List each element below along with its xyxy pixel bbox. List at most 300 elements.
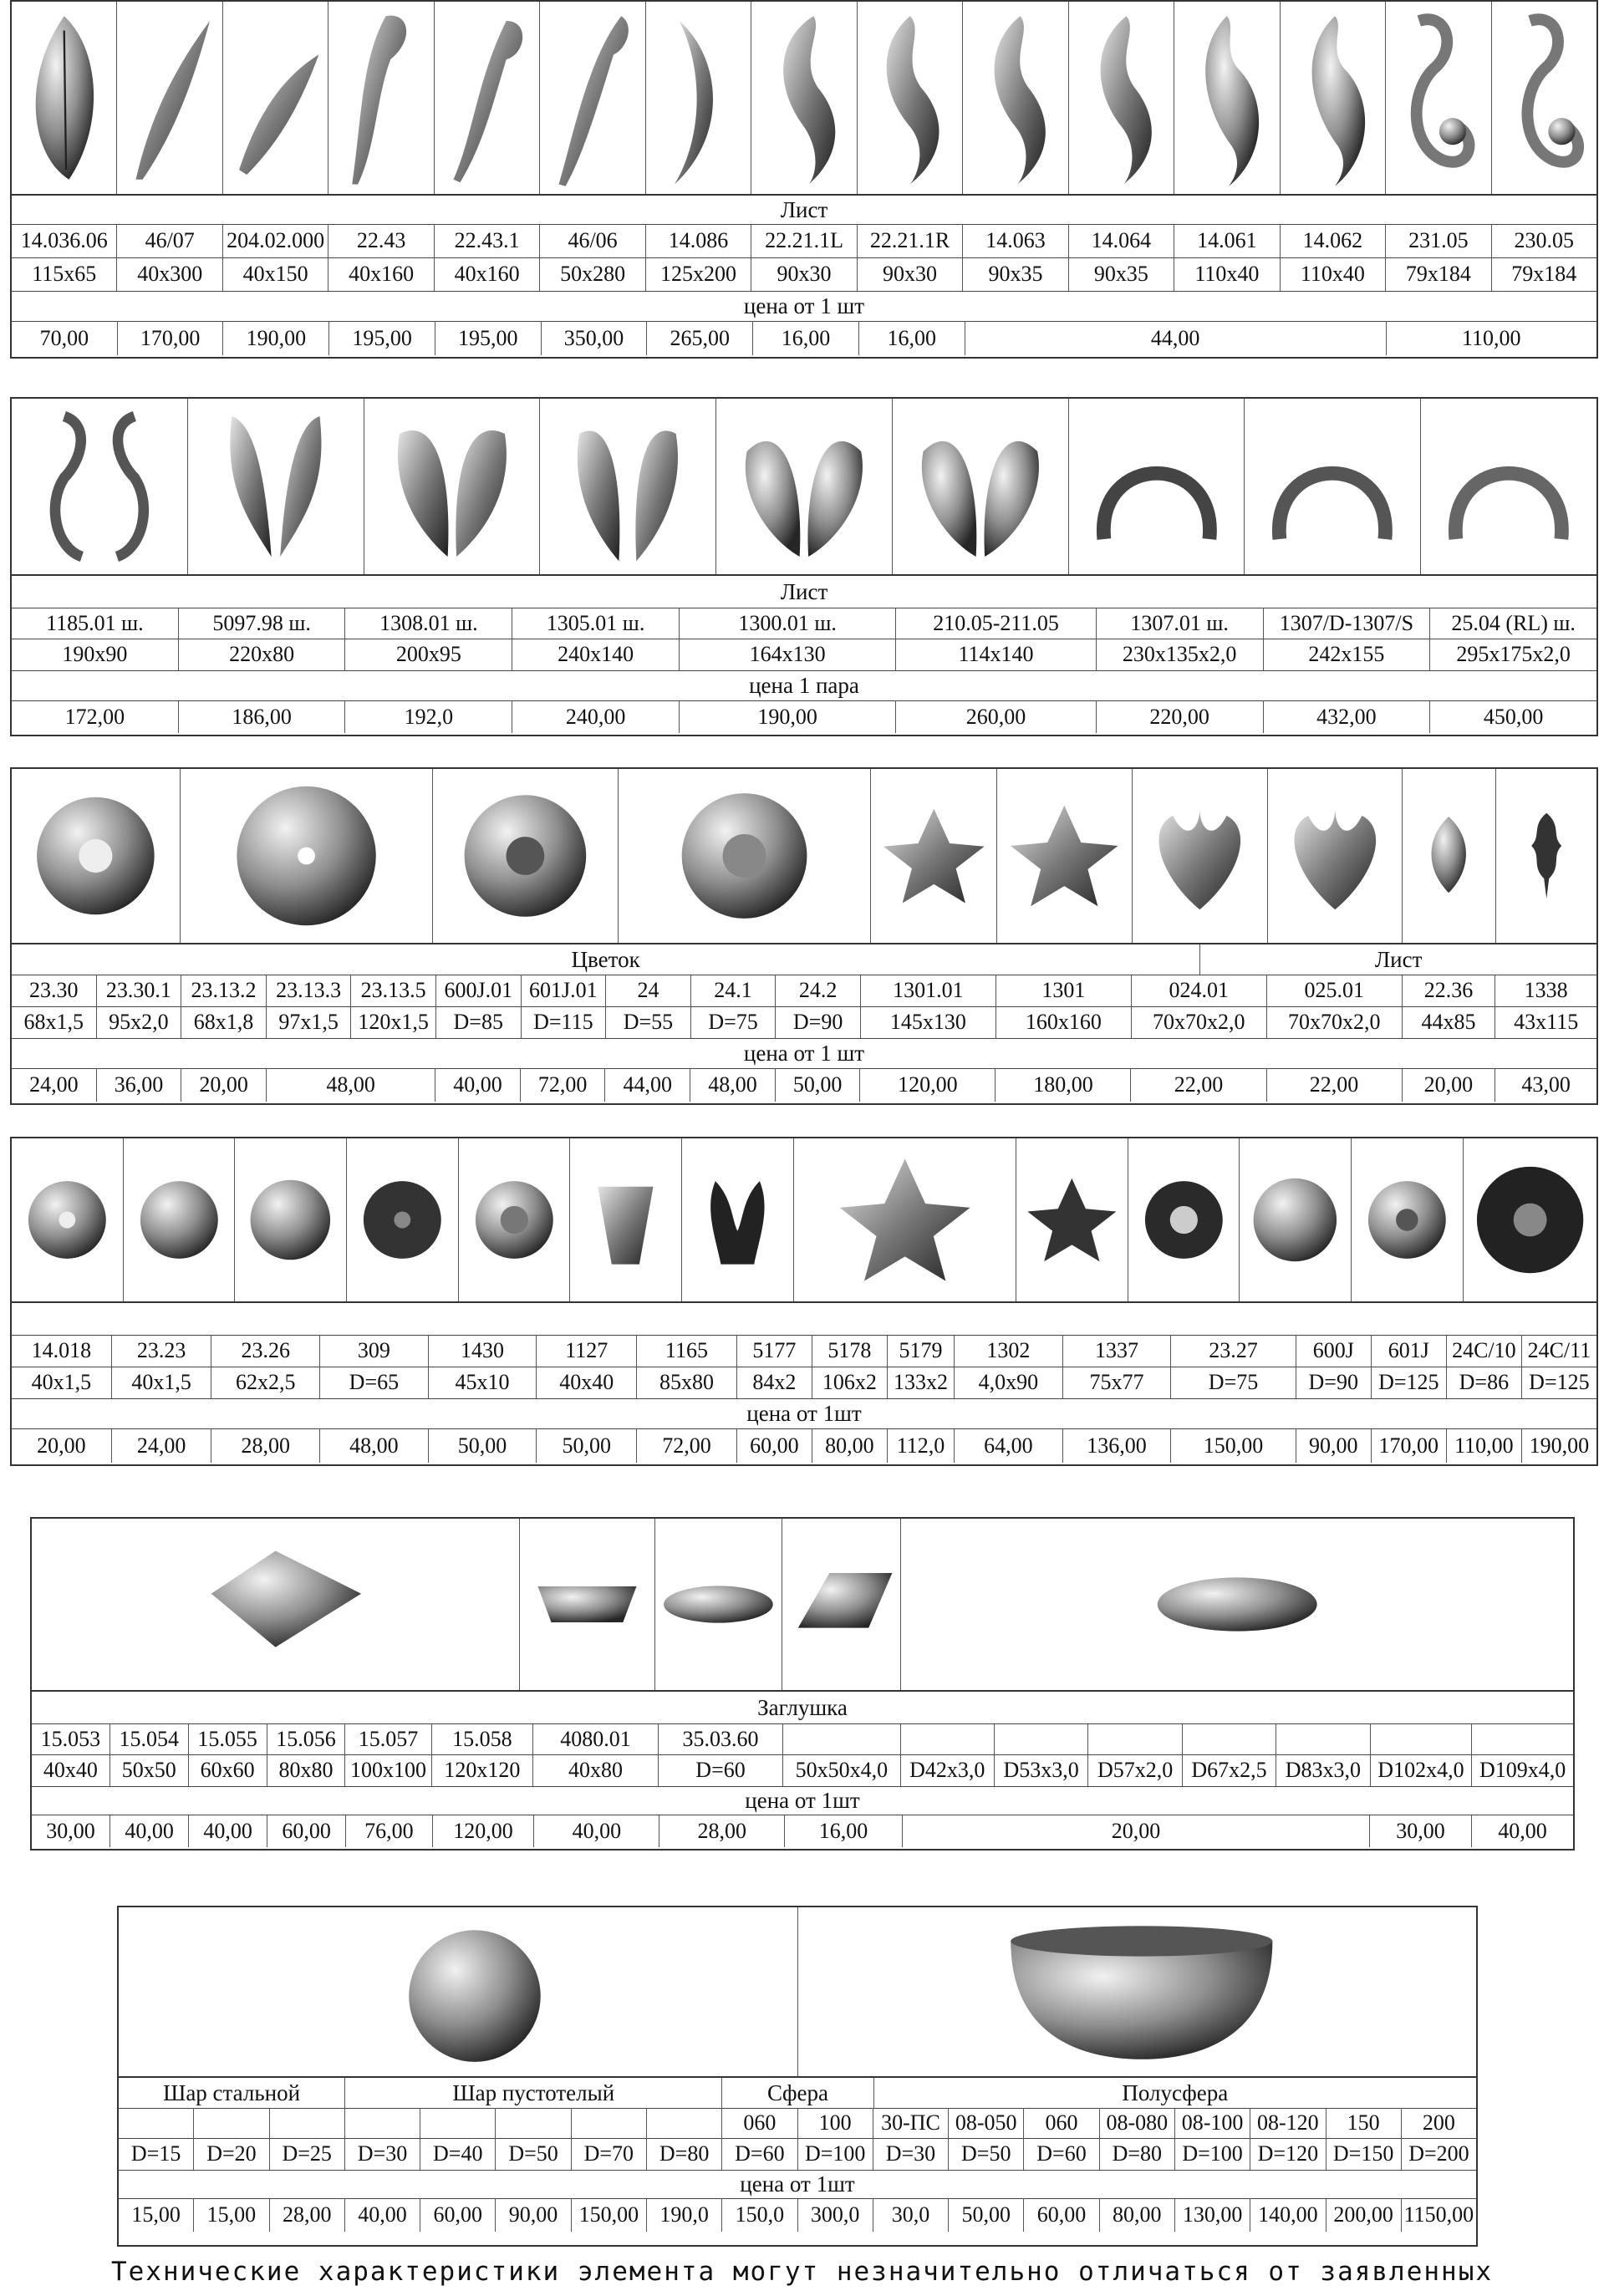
size-cell: 90х30 (858, 257, 963, 291)
price-cell: 22,00 (1131, 1068, 1266, 1102)
price-cell: 110,00 (1447, 1428, 1522, 1463)
price-cell: 90,00 (496, 2198, 571, 2232)
price-cell: 80,00 (1100, 2198, 1175, 2232)
rosette-icon (433, 769, 619, 943)
code-cell: 1301 (996, 975, 1132, 1006)
price-label: цена от 1 шт (743, 293, 865, 318)
code-cell: 1307.01 ш. (1097, 608, 1264, 639)
code-cell: 46/06 (540, 224, 645, 257)
price-cell: 60,00 (737, 1428, 812, 1463)
paisley-leaf-icon (751, 2, 857, 194)
price-cell: 40,00 (435, 1068, 521, 1102)
size-cell: D=75 (691, 1006, 777, 1038)
price-cell: 195,00 (435, 321, 542, 355)
code-cell: 14.063 (963, 224, 1068, 257)
size-cell: D=30 (873, 2138, 949, 2170)
price-row (12, 1068, 1596, 1102)
subcode-cell: 08-080 (1100, 2108, 1175, 2138)
price-row (32, 1815, 1573, 1847)
size-cell: 40х40 (32, 1754, 110, 1786)
category-row (12, 576, 1596, 608)
acanthus-pair-icon (716, 399, 893, 574)
price-cell: 1150,00 (1403, 2202, 1474, 2227)
price-cell: 190,00 (223, 321, 329, 355)
size-row (12, 257, 1596, 292)
price-cell: 90,00 (1296, 1428, 1372, 1463)
code-cell: 14.064 (1069, 224, 1174, 257)
code-cell: 1337 (1063, 1335, 1172, 1367)
size-cell: 40х150 (223, 257, 328, 291)
image-row (12, 1138, 1596, 1303)
price-cell: 48,00 (267, 1068, 435, 1102)
code-cell: 601J (1372, 1335, 1447, 1367)
paisley-leaf-icon (1281, 2, 1386, 194)
price-label-row (12, 291, 1596, 322)
code-cell: 5177 (737, 1335, 812, 1367)
subcode-row (119, 2108, 1476, 2139)
size-row (32, 1754, 1573, 1787)
code-cell: 23.30 (12, 975, 97, 1006)
code-cell: 23.13.2 (181, 975, 267, 1006)
code-cell: 4080.01 (533, 1723, 659, 1754)
size-cell: D=50 (496, 2138, 571, 2170)
size-cell: 50х280 (540, 257, 645, 291)
code-cell: 5178 (812, 1335, 888, 1367)
size-cell: 40х1,5 (12, 1367, 112, 1398)
leaf-scroll-icon (435, 2, 540, 194)
size-cell: D=20 (194, 2138, 269, 2170)
size-cell: D=86 (1447, 1367, 1522, 1398)
size-cell: D67х2,5 (1183, 1754, 1276, 1786)
code-cell: 309 (320, 1335, 429, 1367)
price-cell: 432,00 (1264, 700, 1431, 733)
price-cell: 24,00 (112, 1428, 212, 1463)
code-cell: 24.1 (691, 975, 777, 1006)
leaf-curl-icon (117, 2, 222, 194)
code-cell: 23.23 (112, 1335, 212, 1367)
flower-icon (235, 1138, 347, 1301)
birch-leaf-icon (1403, 769, 1495, 943)
size-cell: 110х40 (1281, 257, 1386, 291)
code-cell: 210.05-211.05 (896, 608, 1096, 639)
flower-icon (1240, 1138, 1352, 1301)
rosette-icon (181, 769, 433, 943)
size-cell: 220х80 (179, 639, 346, 670)
size-cell: 40х1,5 (112, 1367, 212, 1398)
price-cell: 50,00 (949, 2198, 1024, 2232)
price-cell: 48,00 (320, 1428, 429, 1463)
price-cell: 20,00 (1403, 1068, 1496, 1102)
code-cell: 14.086 (646, 224, 751, 257)
size-cell: 85х80 (637, 1367, 737, 1398)
size-cell: 133х2 (888, 1367, 955, 1398)
size-cell: 40х80 (533, 1754, 659, 1786)
price-label: цена от 1шт (745, 1787, 860, 1813)
price-label: цена от 1шт (746, 1400, 862, 1426)
category-row (119, 2078, 1476, 2109)
price-cell: 28,00 (211, 1428, 320, 1463)
size-cell: 79х184 (1386, 257, 1491, 291)
price-cell: 350,00 (542, 321, 648, 355)
leaf-scroll-icon (328, 2, 434, 194)
scroll-ornament-icon (1492, 2, 1596, 194)
flower-icon (1128, 1138, 1240, 1301)
spacer-row (12, 1303, 1596, 1336)
size-cell: 106х2 (812, 1367, 888, 1398)
star-flower-icon (1016, 1138, 1128, 1301)
size-cell: D=15 (119, 2138, 194, 2170)
size-cell: D=60 (659, 1754, 784, 1786)
price-cell: 260,00 (896, 700, 1096, 733)
size-cell: 97х1,5 (267, 1006, 352, 1038)
subcode-cell: 08-050 (949, 2108, 1024, 2138)
price-cell: 300,0 (798, 2198, 873, 2232)
category-row (12, 196, 1596, 225)
size-cell: 40х160 (328, 257, 434, 291)
oval-cap-icon (655, 1519, 782, 1690)
flower-icon (124, 1138, 236, 1301)
price-cell: 72,00 (521, 1068, 606, 1102)
price-cell: 30,00 (1370, 1815, 1472, 1847)
price-cell: 170,00 (1372, 1428, 1447, 1463)
footer-note: Технические характеристики элемента могут незначительно отличаться от заявленных (110, 2257, 1494, 2287)
price-cell: 40,00 (534, 1815, 659, 1847)
arch-wreath-icon (1245, 399, 1421, 574)
code-cell: 22.36 (1403, 975, 1496, 1006)
size-cell: D=200 (1408, 2141, 1469, 2166)
code-cell: 23.13.5 (351, 975, 436, 1006)
size-cell: 90х35 (963, 257, 1068, 291)
size-cell: 295х175х2,0 (1456, 642, 1571, 666)
size-cell: 242х155 (1264, 639, 1431, 670)
price-cell: 40,00 (1498, 1818, 1547, 1843)
category-flower-label: Цветок (12, 944, 1200, 975)
price-cell: 220,00 (1097, 700, 1264, 733)
code-cell: 14.062 (1281, 224, 1386, 257)
sphere-icon (119, 1907, 798, 2076)
code-cell: 23.30.1 (97, 975, 182, 1006)
code-cell: 23.27 (1171, 1335, 1296, 1367)
size-cell: 45х10 (429, 1367, 537, 1398)
acanthus-pair-icon (364, 399, 541, 574)
acanthus-pair-icon (540, 399, 716, 574)
code-cell: 1165 (637, 1335, 737, 1367)
flower-icon (1352, 1138, 1464, 1301)
code-cell: 1430 (429, 1335, 537, 1367)
size-cell: D=55 (606, 1006, 691, 1038)
size-cell: 114х140 (896, 639, 1096, 670)
subcode-cell: 200 (1422, 2110, 1455, 2135)
size-cell: D102х4,0 (1371, 1754, 1473, 1786)
size-cell: D=25 (270, 2138, 345, 2170)
size-cell: 190х90 (12, 639, 179, 670)
price-cell: 195,00 (329, 321, 435, 355)
size-cell: 80х80 (267, 1754, 346, 1786)
code-cell: 15.057 (345, 1723, 431, 1754)
code-cell: 15.054 (110, 1723, 189, 1754)
size-cell: D=115 (522, 1006, 607, 1038)
code-cell: 600J.01 (436, 975, 522, 1006)
price-cell: 120,00 (860, 1068, 995, 1102)
size-cell: D=100 (798, 2138, 873, 2170)
category-label: Сфера (722, 2078, 873, 2108)
size-cell: 68х1,8 (181, 1006, 267, 1038)
price-cell: 186,00 (179, 700, 346, 733)
pyramid-cap-icon (32, 1519, 520, 1690)
paisley-leaf-icon (1174, 2, 1280, 194)
size-row (12, 1367, 1596, 1399)
price-cell: 60,00 (1024, 2198, 1099, 2232)
size-cell: 40х160 (435, 257, 540, 291)
code-cell: 1300.01 ш. (680, 608, 896, 639)
price-cell: 48,00 (690, 1068, 776, 1102)
paisley-leaf-icon (963, 2, 1068, 194)
subcode-cell: 060 (1024, 2108, 1099, 2138)
price-label: цена от 1шт (740, 2171, 855, 2197)
price-cell: 110,00 (1462, 325, 1521, 350)
price-cell: 44,00 (965, 321, 1387, 355)
code-cell: 1127 (537, 1335, 637, 1367)
paisley-leaf-icon (858, 2, 963, 194)
size-cell: D=90 (1296, 1367, 1372, 1398)
price-cell: 16,00 (753, 321, 859, 355)
size-cell: 115х65 (12, 257, 117, 291)
size-row (12, 639, 1596, 671)
price-cell: 36,00 (97, 1068, 182, 1102)
image-row (12, 399, 1596, 576)
hemisphere-icon (798, 1907, 1477, 2076)
subcode-cell: 08-100 (1175, 2108, 1250, 2138)
price-cell: 24,00 (12, 1068, 97, 1102)
code-row (32, 1723, 1573, 1755)
price-cell: 200,00 (1326, 2198, 1402, 2232)
size-cell: D57х2,0 (1088, 1754, 1182, 1786)
wing-pair-icon (188, 399, 364, 574)
code-cell: 1305.01 ш. (512, 608, 680, 639)
price-cell: 15,00 (194, 2198, 269, 2232)
size-cell: D=125 (1529, 1370, 1590, 1394)
size-cell: 70х70х2,0 (1132, 1006, 1267, 1038)
code-cell: 1308.01 ш. (345, 608, 512, 639)
category-label: Лист (780, 578, 828, 604)
price-cell: 60,00 (267, 1815, 346, 1847)
size-cell: D83х3,0 (1276, 1754, 1370, 1786)
price-row (12, 700, 1596, 733)
size-row (119, 2138, 1476, 2171)
rosette-icon (619, 769, 871, 943)
category-row (32, 1692, 1573, 1724)
oak-leaf-icon (1496, 769, 1596, 943)
price-cell: 150,00 (572, 2198, 647, 2232)
price-cell: 140,00 (1250, 2198, 1326, 2232)
size-cell: 62х2,5 (211, 1367, 320, 1398)
size-cell: 110х40 (1174, 257, 1280, 291)
price-cell: 265,00 (647, 321, 753, 355)
code-cell: 1338 (1524, 978, 1568, 1002)
code-cell: 14.018 (12, 1335, 112, 1367)
size-cell: 230х135х2,0 (1097, 639, 1264, 670)
code-cell: 22.21.1R (858, 224, 963, 257)
price-cell: 40,00 (189, 1815, 267, 1847)
code-cell: 15.053 (32, 1723, 110, 1754)
price-cell: 50,00 (776, 1068, 861, 1102)
size-cell: 100х100 (345, 1754, 431, 1786)
size-cell: 90х30 (751, 257, 857, 291)
subcode-cell: 100 (798, 2108, 873, 2138)
arch-wreath-icon (1069, 399, 1245, 574)
code-cell: 24C/11 (1527, 1338, 1591, 1362)
size-row (12, 1006, 1596, 1039)
price-cell: 20,00 (181, 1068, 267, 1102)
price-cell: 180,00 (995, 1068, 1131, 1102)
fan-leaf-icon (1268, 769, 1403, 943)
category-label: Заглушка (757, 1694, 848, 1720)
code-cell: 5179 (888, 1335, 955, 1367)
category-label: Полусфера (1122, 2080, 1229, 2105)
price-cell: 43,00 (1521, 1072, 1571, 1097)
size-cell: D=120 (1250, 2138, 1326, 2170)
price-cell: 22,00 (1267, 1068, 1403, 1102)
code-cell: 025.01 (1267, 975, 1403, 1006)
price-cell: 170,00 (118, 321, 224, 355)
price-cell: 190,00 (1529, 1433, 1590, 1458)
crescent-leaf-icon (646, 2, 751, 194)
size-cell: D=65 (320, 1367, 429, 1398)
section-spheres (117, 1906, 1478, 2247)
price-label: цена от 1 шт (743, 1040, 865, 1066)
size-cell: D=75 (1171, 1367, 1296, 1398)
size-cell: D=60 (1024, 2138, 1099, 2170)
code-cell: 35.03.60 (659, 1723, 784, 1754)
size-cell: D=80 (1100, 2138, 1175, 2170)
code-row (12, 608, 1596, 639)
price-cell: 136,00 (1063, 1428, 1172, 1463)
size-cell: 125х200 (646, 257, 751, 291)
image-row (12, 769, 1596, 944)
flower-icon (459, 1138, 571, 1301)
size-cell: 79х184 (1511, 262, 1577, 286)
code-cell: 230.05 (1514, 228, 1575, 252)
size-cell: D=90 (776, 1006, 861, 1038)
code-row (12, 224, 1596, 258)
star-flower-icon (794, 1138, 1016, 1301)
code-cell: 24C/10 (1447, 1335, 1522, 1367)
size-cell: D=30 (345, 2138, 420, 2170)
code-cell: 15.055 (189, 1723, 267, 1754)
price-cell: 240,00 (512, 700, 680, 733)
size-cell: 60х60 (189, 1754, 267, 1786)
size-cell: D=80 (647, 2138, 722, 2170)
price-cell: 16,00 (785, 1815, 903, 1847)
subcode-cell: 08-120 (1250, 2108, 1326, 2138)
code-cell: 25.04 (RL) ш. (1451, 610, 1576, 635)
price-label-row (12, 1038, 1596, 1069)
category-label: Лист (780, 196, 828, 222)
price-cell: 76,00 (346, 1815, 432, 1847)
paisley-leaf-icon (1069, 2, 1174, 194)
size-cell: 120х1,5 (351, 1006, 436, 1038)
price-cell: 72,00 (637, 1428, 737, 1463)
size-cell: 40х40 (537, 1367, 637, 1398)
image-row (12, 2, 1596, 196)
size-cell: 200х95 (345, 639, 512, 670)
scroll-ornament-icon (1386, 2, 1491, 194)
price-cell: 70,00 (12, 321, 118, 355)
size-cell: 50х50х4,0 (783, 1754, 900, 1786)
size-cell: 43х115 (1514, 1010, 1579, 1034)
subcode-cell: 060 (722, 2108, 797, 2138)
flower-icon (347, 1138, 459, 1301)
price-row (119, 2198, 1476, 2232)
price-cell: 30,0 (873, 2198, 949, 2232)
subcode-cell: 150 (1326, 2108, 1402, 2138)
code-cell: 1185.01 ш. (12, 608, 179, 639)
price-label-row (12, 1398, 1596, 1429)
category-label: Шар стальной (119, 2078, 345, 2108)
size-cell: D109х4,0 (1479, 1758, 1566, 1782)
section-leaves-2 (10, 397, 1598, 736)
code-cell: 5097.98 ш. (179, 608, 346, 639)
size-cell: D=125 (1372, 1367, 1447, 1398)
size-cell: 240х140 (512, 639, 680, 670)
rosette-icon (12, 1138, 124, 1301)
size-cell: D=40 (420, 2138, 496, 2170)
square-plate-icon (782, 1519, 901, 1690)
rect-cap-icon (520, 1519, 655, 1690)
code-cell: 22.43.1 (435, 224, 540, 257)
size-cell: 84х2 (737, 1367, 812, 1398)
size-cell: 160х160 (996, 1006, 1132, 1038)
code-cell: 24.2 (776, 975, 861, 1006)
code-cell: 601J.01 (522, 975, 607, 1006)
price-cell: 28,00 (659, 1815, 785, 1847)
section-small-flowers (10, 1137, 1598, 1466)
code-cell: 15.056 (267, 1723, 346, 1754)
size-cell: 40х300 (117, 257, 222, 291)
star-flower-icon (871, 769, 998, 943)
price-cell: 150,00 (1171, 1428, 1296, 1463)
size-cell: D=100 (1175, 2138, 1250, 2170)
price-cell: 192,0 (345, 700, 512, 733)
arch-wreath-icon (1421, 399, 1596, 574)
category-row (12, 944, 1596, 975)
star-flower-icon (997, 769, 1133, 943)
price-cell: 112,0 (888, 1428, 955, 1463)
code-row (12, 1335, 1596, 1367)
code-cell: 22.43 (328, 224, 434, 257)
price-cell: 50,00 (429, 1428, 537, 1463)
price-cell: 80,00 (812, 1428, 888, 1463)
code-cell: 46/07 (117, 224, 222, 257)
price-label-row (119, 2170, 1476, 2199)
leaf-curl-icon (223, 2, 328, 194)
code-cell: 1301.01 (861, 975, 996, 1006)
disc-cap-icon (901, 1519, 1573, 1690)
code-cell: 23.26 (211, 1335, 320, 1367)
size-cell: 44х85 (1403, 1006, 1496, 1038)
price-cell: 20,00 (12, 1428, 112, 1463)
subcode-cell: 30-ПС (873, 2108, 949, 2138)
code-cell: 14.061 (1174, 224, 1280, 257)
price-label-row (32, 1786, 1573, 1815)
code-cell: 24 (606, 975, 691, 1006)
section-caps (30, 1517, 1575, 1851)
section-flowers-leaves (10, 767, 1598, 1105)
code-cell: 15.058 (432, 1723, 534, 1754)
size-cell: D=70 (572, 2138, 647, 2170)
size-cell: 95х2,0 (97, 1006, 182, 1038)
size-cell: D53х3,0 (995, 1754, 1088, 1786)
